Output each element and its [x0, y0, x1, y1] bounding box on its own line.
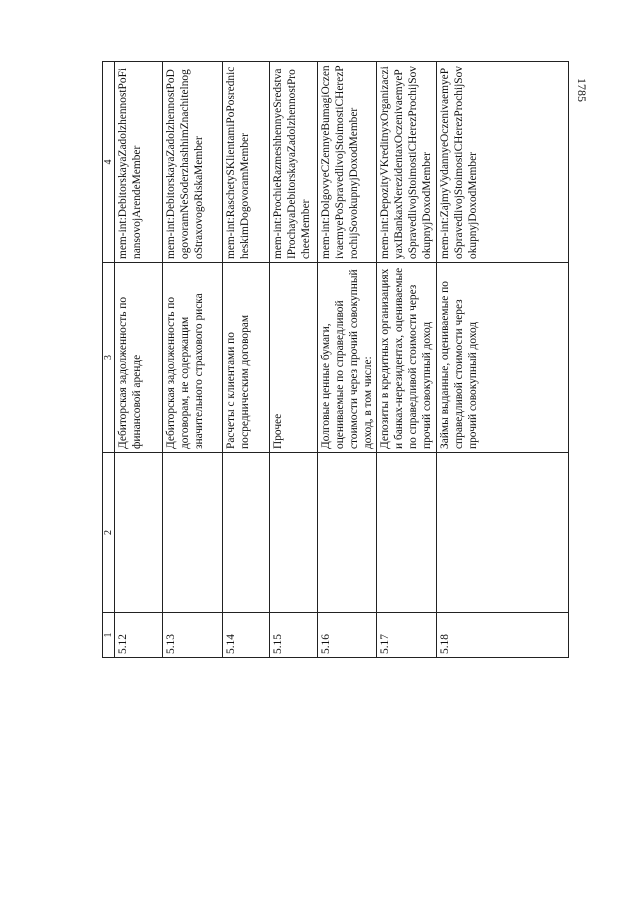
header-cell-1: 1 — [103, 613, 115, 658]
row-name: Долговые ценные бумаги, оцениваемые по справедливой стоимости через прочий совокупный доход, в том числе: — [318, 263, 377, 453]
table-row — [115, 62, 163, 658]
row-number: 5.13 — [163, 613, 223, 658]
row-col2 — [115, 453, 163, 613]
table-row — [163, 62, 223, 658]
row-code: mem-int:DepozityVKreditnyxOrganizacziyaxIBankaxNerezidentaxOczenivaemyePoSpravedlivojStoimostiCHerezProchijSovokupnyjDoxodMember — [377, 62, 437, 263]
row-code: mem-int:DebitorskayaZadolzhennostPoDogovoramNeSoderzhashhimZnachitelnogoStraxovogoRiskaMember — [163, 62, 223, 263]
row-number: 5.17 — [377, 613, 437, 658]
table-row — [223, 62, 270, 658]
row-number: 5.14 — [223, 613, 270, 658]
row-code: mem-int:ZajmyVydannyeOczenivaemyePoSpravedlivojStoimostiCHerezProchijSovokupnyjDoxodMember — [437, 62, 569, 263]
row-name: Дебиторская задолженность по финансовой аренде — [115, 263, 163, 453]
row-number: 5.16 — [318, 613, 377, 658]
row-col2 — [270, 453, 318, 613]
table-row — [318, 62, 377, 658]
row-code: mem-int:RaschetySKlientamiPoPosrednicheskimDogovoramMember — [223, 62, 270, 263]
row-number: 5.12 — [115, 613, 163, 658]
row-code: mem-int:DolgovyeCZennyeBumagiOczenivaemyePoSpravedlivojStoimostiCHerezProchijSovokupnyjDoxodMember — [318, 62, 377, 263]
header-cell-4: 4 — [103, 62, 115, 263]
row-code: mem-int:ProchieRazmeshhennyeSredstvaIProchayaDebitorskayaZadolzhennostProcheeMember — [270, 62, 318, 263]
row-code: mem-int:DebitorskayaZadolzhennostPoFinansovojArendeMember — [115, 62, 163, 263]
row-name: Займы выданные, оцениваемые по справедливой стоимости через прочий совокупный доход — [437, 263, 569, 453]
row-name: Дебиторская задолженность по договорам, не содержащим значительного страхового риска — [163, 263, 223, 453]
page-number: 1785 — [575, 78, 589, 102]
header-cell-2: 2 — [103, 453, 115, 613]
header-cell-3: 3 — [103, 263, 115, 453]
table-row — [377, 62, 437, 658]
row-col2 — [377, 453, 437, 613]
row-col2 — [318, 453, 377, 613]
row-col2 — [437, 453, 569, 613]
row-name: Прочее — [270, 263, 318, 453]
row-number: 5.15 — [270, 613, 318, 658]
table-header-row — [103, 62, 115, 658]
row-number: 5.18 — [437, 613, 569, 658]
table-row — [437, 62, 569, 658]
rotated-table-container — [102, 62, 569, 658]
row-col2 — [223, 453, 270, 613]
data-table — [102, 61, 569, 658]
row-name: Депозиты в кредитных организациях и банках-нерезидентах, оцениваемые по справедливой стоимости через прочий совокупный доход — [377, 263, 437, 453]
row-col2 — [163, 453, 223, 613]
row-name: Расчеты с клиентами по посредническим договорам — [223, 263, 270, 453]
table-row — [270, 62, 318, 658]
